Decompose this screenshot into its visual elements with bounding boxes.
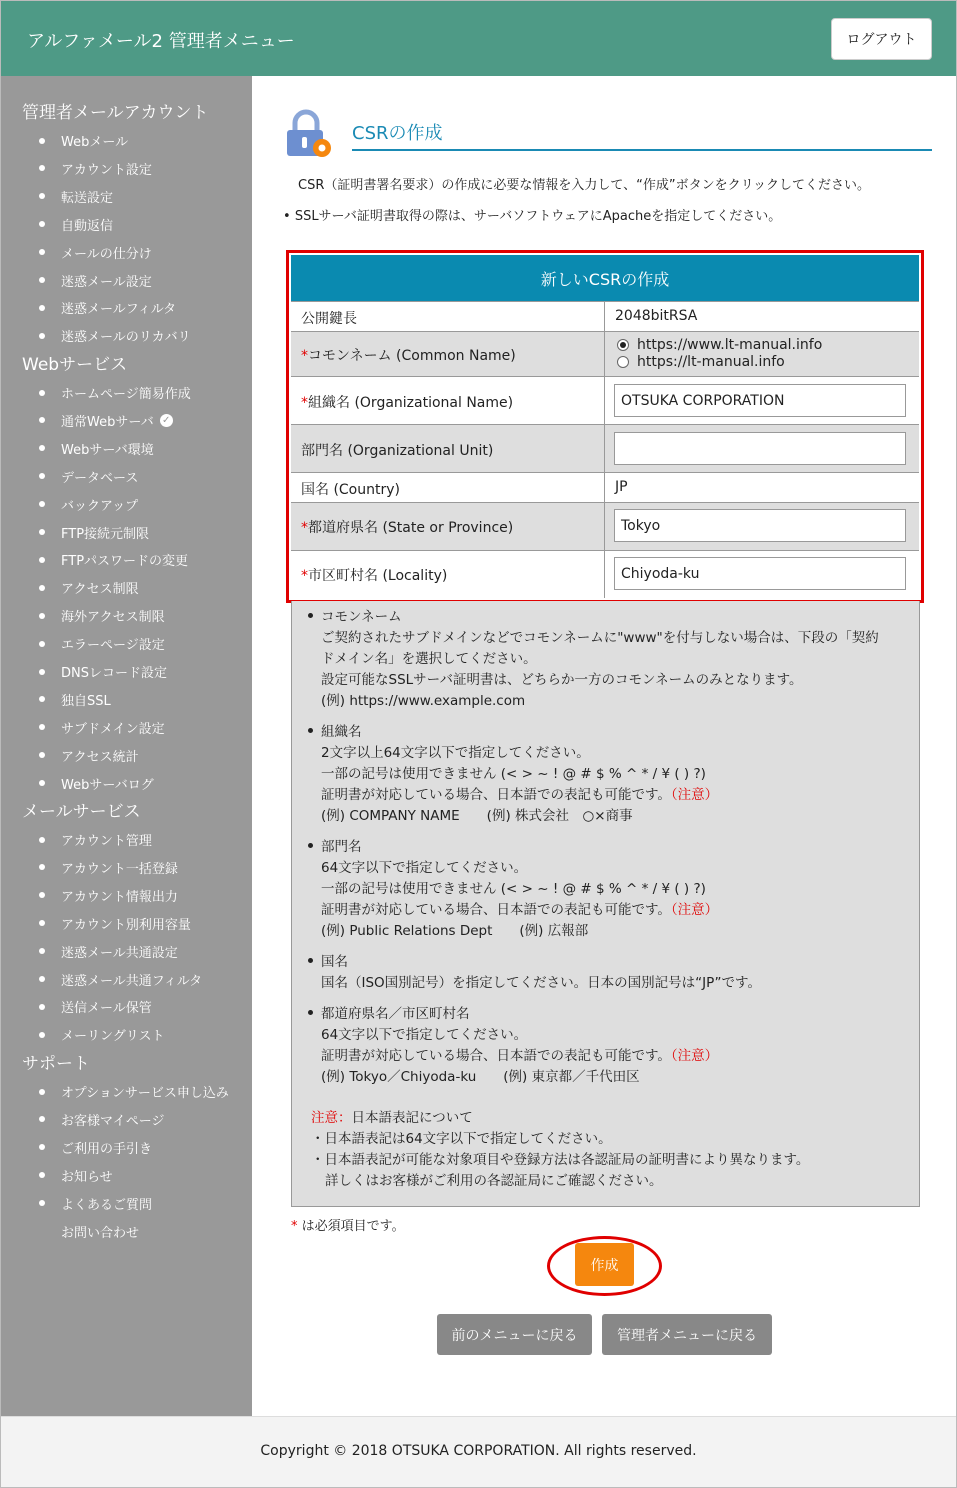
title-divider bbox=[352, 149, 932, 151]
bullet-icon bbox=[39, 837, 45, 843]
help-org-line: (例) COMPANY NAME (例) 株式会社 ○×商事 bbox=[321, 808, 633, 824]
sidebar-item-label: お知らせ bbox=[61, 1169, 113, 1185]
bullet-icon bbox=[39, 193, 45, 199]
sidebar-item-label: サブドメイン設定 bbox=[61, 721, 165, 737]
apache-note-text: SSLサーバ証明書取得の際は、サーバソフトウェアにApacheを指定してください。 bbox=[294, 209, 782, 224]
sidebar-item-label: アカウント設定 bbox=[61, 162, 152, 178]
unit-row bbox=[291, 424, 919, 472]
help-org-title: 組織名 bbox=[321, 724, 362, 740]
country-value: JP bbox=[615, 479, 628, 495]
bullet-icon bbox=[39, 1004, 45, 1010]
sidebar-item[interactable] bbox=[39, 830, 152, 849]
sidebar-item-label: 迷惑メールフィルタ bbox=[61, 302, 177, 318]
help-org-line: 2文字以上64文字以下で指定してください。 bbox=[321, 745, 590, 761]
sidebar-section-title: メールサービス bbox=[22, 802, 141, 822]
state-input[interactable]: Tokyo bbox=[614, 509, 906, 542]
sidebar-item[interactable] bbox=[39, 1222, 139, 1241]
sidebar-item-label: 迷惑メール共通設定 bbox=[61, 945, 178, 961]
required-mark: * bbox=[301, 568, 308, 584]
radio-selected-icon[interactable] bbox=[617, 339, 629, 351]
sidebar-item[interactable] bbox=[39, 774, 154, 793]
unit-label: 部門名 (Organizational Unit) bbox=[301, 443, 494, 459]
sidebar-item[interactable] bbox=[39, 439, 154, 458]
key-length-label: 公開鍵長 bbox=[301, 311, 357, 327]
key-length-row bbox=[291, 301, 919, 331]
bullet-icon bbox=[39, 333, 45, 339]
sidebar-item[interactable] bbox=[39, 1138, 152, 1157]
sidebar-item[interactable] bbox=[39, 942, 178, 961]
help-org-line: 一部の記号は使用できません (< > ~ ! @ # $ % ^ * / ¥ ( ) ?) bbox=[321, 766, 706, 782]
sidebar-item[interactable] bbox=[39, 523, 149, 542]
bullet-icon bbox=[39, 920, 45, 926]
help-unit-line: 証明書が対応している場合、日本語での表記も可能です。 bbox=[321, 902, 671, 918]
sidebar-item[interactable] bbox=[39, 662, 167, 681]
caution-link[interactable]: （注意） bbox=[670, 787, 719, 803]
state-row bbox=[291, 502, 919, 550]
caution-line: 詳しくはお客様がご利用の各認証局にご確認ください。 bbox=[325, 1173, 663, 1189]
sidebar-item-label: FTP接続元制限 bbox=[61, 526, 150, 542]
bullet-icon bbox=[39, 249, 45, 255]
sidebar-item-label: ホームページ簡易作成 bbox=[61, 387, 191, 402]
sidebar-item-label: FTPパスワードの変更 bbox=[61, 554, 189, 570]
sidebar-item-label: Webサーバログ bbox=[61, 777, 154, 793]
radio-unselected-icon[interactable] bbox=[617, 356, 629, 368]
sidebar-item-label: Webメール bbox=[61, 135, 129, 150]
sidebar-item[interactable] bbox=[39, 298, 176, 317]
page-title: CSRの作成 bbox=[352, 123, 443, 144]
sidebar-item[interactable] bbox=[39, 411, 173, 430]
bullet-icon bbox=[39, 1144, 45, 1150]
required-mark: * bbox=[301, 348, 308, 364]
logout-button[interactable]: ログアウト bbox=[831, 18, 932, 60]
sidebar-item[interactable] bbox=[39, 495, 138, 514]
unit-input[interactable] bbox=[614, 432, 906, 465]
sidebar-item-label: アクセス統計 bbox=[61, 749, 139, 765]
sidebar-item[interactable] bbox=[39, 1082, 229, 1101]
help-cn-line: (例) https://www.example.com bbox=[321, 693, 526, 709]
bullet-icon bbox=[39, 696, 45, 702]
caution-title: 日本語表記について bbox=[351, 1110, 473, 1126]
form-heading: 新しいCSRの作成 bbox=[291, 255, 919, 301]
caution-head: 注意： bbox=[311, 1110, 352, 1126]
sidebar-item[interactable] bbox=[39, 187, 113, 206]
help-cn-title: コモンネーム bbox=[321, 609, 402, 625]
sidebar-item[interactable] bbox=[39, 243, 152, 262]
bullet-icon bbox=[39, 221, 45, 227]
bullet-icon bbox=[39, 892, 45, 898]
check-circle-icon: ✓ bbox=[160, 414, 173, 427]
sidebar-item-label: お客様マイページ bbox=[61, 1113, 165, 1129]
help-unit-line: (例) Public Relations Dept (例) 広報部 bbox=[321, 923, 589, 939]
admin-menu-button[interactable]: 管理者メニューに戻る bbox=[602, 1314, 772, 1355]
common-name-option-domain: https://lt-manual.info bbox=[637, 354, 785, 370]
help-unit-line: 一部の記号は使用できません (< > ~ ! @ # $ % ^ * / ¥ ( ) ?) bbox=[321, 881, 706, 897]
required-mark: * bbox=[301, 520, 308, 536]
sidebar-item-label: 送信メール保管 bbox=[61, 1001, 152, 1017]
footer bbox=[1, 1416, 956, 1487]
sidebar-item[interactable] bbox=[39, 718, 165, 737]
sidebar-item[interactable] bbox=[39, 1110, 164, 1129]
required-note bbox=[291, 1215, 405, 1234]
sidebar-item-label: アカウント管理 bbox=[61, 834, 152, 849]
common-name-radio-domain[interactable] bbox=[617, 354, 785, 370]
sidebar-item[interactable] bbox=[39, 606, 165, 625]
bullet-icon bbox=[39, 138, 45, 144]
intro-text: CSR（証明書署名要求）の作成に必要な情報を入力して、“作成”ボタンをクリックしてください。 bbox=[298, 178, 871, 193]
sidebar-item-label: 迷惑メールのリカバリ bbox=[61, 330, 191, 346]
sidebar-item[interactable] bbox=[39, 467, 138, 486]
sidebar-item[interactable] bbox=[39, 970, 202, 989]
sidebar-item-label: 自動返信 bbox=[61, 218, 114, 234]
sidebar-item[interactable] bbox=[39, 215, 113, 234]
help-country-line: 国名（ISO国別記号）を指定してください。日本の国別記号は“JP”です。 bbox=[321, 975, 761, 991]
help-unit-title: 部門名 bbox=[321, 839, 362, 855]
caution-line: ・日本語表記は64文字以下で指定してください。 bbox=[311, 1131, 612, 1147]
country-row bbox=[291, 472, 919, 502]
sidebar-item[interactable] bbox=[39, 746, 139, 765]
sidebar-item[interactable] bbox=[39, 997, 152, 1016]
sidebar-item[interactable] bbox=[39, 690, 111, 709]
bullet-icon bbox=[39, 864, 45, 870]
sidebar-item-label: バックアップ bbox=[61, 498, 139, 514]
sidebar-item[interactable] bbox=[39, 1194, 152, 1213]
org-label: 組織名 (Organizational Name) bbox=[308, 395, 514, 411]
sidebar-item[interactable] bbox=[39, 1166, 113, 1185]
org-row bbox=[291, 376, 919, 424]
bullet-icon bbox=[39, 1089, 45, 1095]
bullet-icon bbox=[39, 724, 45, 730]
sidebar-item-label: お問い合わせ bbox=[61, 1225, 140, 1241]
help-state-line: 64文字以下で指定してください。 bbox=[321, 1027, 528, 1043]
bullet-icon bbox=[39, 529, 45, 535]
bullet-icon bbox=[39, 557, 45, 563]
locality-label: 市区町村名 (Locality) bbox=[308, 568, 448, 584]
bullet-icon bbox=[39, 390, 45, 396]
create-button[interactable]: 作成 bbox=[575, 1243, 634, 1286]
help-state-title: 都道府県名／市区町村名 bbox=[321, 1006, 470, 1022]
help-unit-line: 64文字以下で指定してください。 bbox=[321, 860, 528, 876]
sidebar-item[interactable] bbox=[39, 383, 191, 402]
help-org-line: 証明書が対応している場合、日本語での表記も可能です。 bbox=[321, 787, 671, 803]
copyright-text: Copyright © 2018 OTSUKA CORPORATION. All rights reserved. bbox=[260, 1443, 697, 1459]
sidebar-item-label: オプションサービス申し込み bbox=[61, 1086, 229, 1101]
common-name-option-www: https://www.lt-manual.info bbox=[637, 337, 823, 353]
sidebar-item-label: 海外アクセス制限 bbox=[61, 610, 165, 626]
help-cn-line: ドメイン名」を選択してください。 bbox=[321, 651, 537, 667]
sidebar-item[interactable] bbox=[39, 858, 178, 877]
bullet-icon bbox=[39, 417, 45, 423]
sidebar-item[interactable] bbox=[39, 886, 178, 905]
locality-input[interactable]: Chiyoda-ku bbox=[614, 557, 906, 590]
sidebar-item[interactable] bbox=[39, 550, 188, 569]
sidebar-item-label: 通常Webサーバ bbox=[61, 414, 154, 430]
common-name-radio-www[interactable] bbox=[617, 337, 822, 353]
org-input[interactable]: OTSUKA CORPORATION bbox=[614, 384, 906, 417]
app-title: アルファメール2 管理者メニュー bbox=[27, 31, 295, 52]
sidebar-section-title: サポート bbox=[22, 1054, 90, 1074]
bullet-icon bbox=[39, 669, 45, 675]
required-note-text: は必須項目です。 bbox=[301, 1219, 405, 1234]
sidebar-item-label: データベース bbox=[61, 470, 139, 486]
help-state-line: (例) Tokyo／Chiyoda-ku (例) 東京都／千代田区 bbox=[321, 1069, 640, 1085]
bullet-icon bbox=[39, 613, 45, 619]
bullet-icon bbox=[39, 585, 45, 591]
sidebar-item[interactable] bbox=[39, 271, 152, 290]
sidebar-section-title: 管理者メールアカウント bbox=[22, 103, 209, 123]
sidebar-item[interactable] bbox=[39, 1025, 164, 1044]
country-label: 国名 (Country) bbox=[301, 482, 400, 498]
bullet-icon bbox=[39, 1032, 45, 1038]
sidebar-item-label: Webサーバ環境 bbox=[61, 442, 154, 458]
sidebar-item-label: アカウント情報出力 bbox=[61, 889, 178, 905]
sidebar-item-label: よくあるご質問 bbox=[61, 1197, 153, 1213]
bullet-icon bbox=[39, 501, 45, 507]
apache-note: • SSLサーバ証明書取得の際は、サーバソフトウェアにApacheを指定してください。 bbox=[283, 209, 782, 224]
locality-row bbox=[291, 550, 919, 598]
caution-link[interactable]: （注意） bbox=[670, 902, 719, 918]
common-name-row bbox=[291, 331, 919, 376]
back-button[interactable]: 前のメニューに戻る bbox=[437, 1314, 592, 1355]
key-length-value: 2048bitRSA bbox=[615, 308, 698, 324]
sidebar-item[interactable] bbox=[39, 634, 165, 653]
required-mark: * bbox=[291, 1219, 298, 1234]
sidebar-item-label: DNSレコード設定 bbox=[61, 666, 167, 681]
sidebar-item[interactable] bbox=[39, 159, 152, 178]
caution-link[interactable]: （注意） bbox=[670, 1048, 719, 1064]
sidebar-item[interactable] bbox=[39, 578, 139, 597]
state-label: 都道府県名 (State or Province) bbox=[308, 520, 514, 536]
required-mark: * bbox=[301, 395, 308, 411]
bullet-icon bbox=[39, 1200, 45, 1206]
bullet-icon bbox=[39, 1172, 45, 1178]
sidebar-item-label: メーリングリスト bbox=[61, 1029, 165, 1045]
help-country-title: 国名 bbox=[321, 954, 348, 970]
sidebar bbox=[1, 76, 252, 1416]
help-cn-line: 設定可能なSSLサーバ証明書は、どちらか一方のコモンネームのみとなります。 bbox=[321, 672, 803, 688]
bullet-icon bbox=[39, 976, 45, 982]
sidebar-item-label: 迷惑メール共通フィルタ bbox=[61, 973, 203, 989]
sidebar-item-label: 転送設定 bbox=[61, 190, 114, 206]
help-panel bbox=[291, 601, 920, 1207]
sidebar-item[interactable] bbox=[39, 914, 191, 933]
bullet-icon bbox=[39, 641, 45, 647]
bullet-icon bbox=[39, 1116, 45, 1122]
bullet-icon bbox=[39, 752, 45, 758]
sidebar-item[interactable] bbox=[39, 131, 128, 150]
ssl-lock-icon bbox=[283, 109, 333, 159]
sidebar-item-label: エラーページ設定 bbox=[61, 638, 165, 654]
sidebar-item-label: メールの仕分け bbox=[61, 246, 152, 262]
bullet-icon bbox=[39, 445, 45, 451]
sidebar-item-label: 迷惑メール設定 bbox=[61, 274, 152, 290]
sidebar-item-label: アクセス制限 bbox=[61, 582, 139, 598]
bullet-icon bbox=[39, 277, 45, 283]
header-bar bbox=[1, 1, 956, 76]
help-cn-line: ご契約されたサブドメインなどでコモンネームに"www"を付与しない場合は、下段の「契約 bbox=[321, 630, 879, 646]
sidebar-item-label: ご利用の手引き bbox=[61, 1141, 153, 1157]
sidebar-item-label: アカウント一括登録 bbox=[61, 861, 178, 877]
sidebar-item-label: アカウント別利用容量 bbox=[61, 917, 191, 933]
help-state-line: 証明書が対応している場合、日本語での表記も可能です。 bbox=[321, 1048, 671, 1064]
bullet-icon bbox=[39, 305, 45, 311]
caution-line: ・日本語表記が可能な対象項目や登録方法は各認証局の証明書により異なります。 bbox=[311, 1152, 810, 1168]
bullet-icon bbox=[39, 780, 45, 786]
bullet-icon bbox=[39, 165, 45, 171]
bullet-icon bbox=[39, 473, 45, 479]
sidebar-item-label: 独自SSL bbox=[61, 693, 111, 709]
sidebar-item[interactable] bbox=[39, 326, 191, 345]
sidebar-section-title: Webサービス bbox=[22, 355, 128, 375]
common-name-label: コモンネーム (Common Name) bbox=[308, 348, 516, 364]
bullet-icon bbox=[39, 948, 45, 954]
